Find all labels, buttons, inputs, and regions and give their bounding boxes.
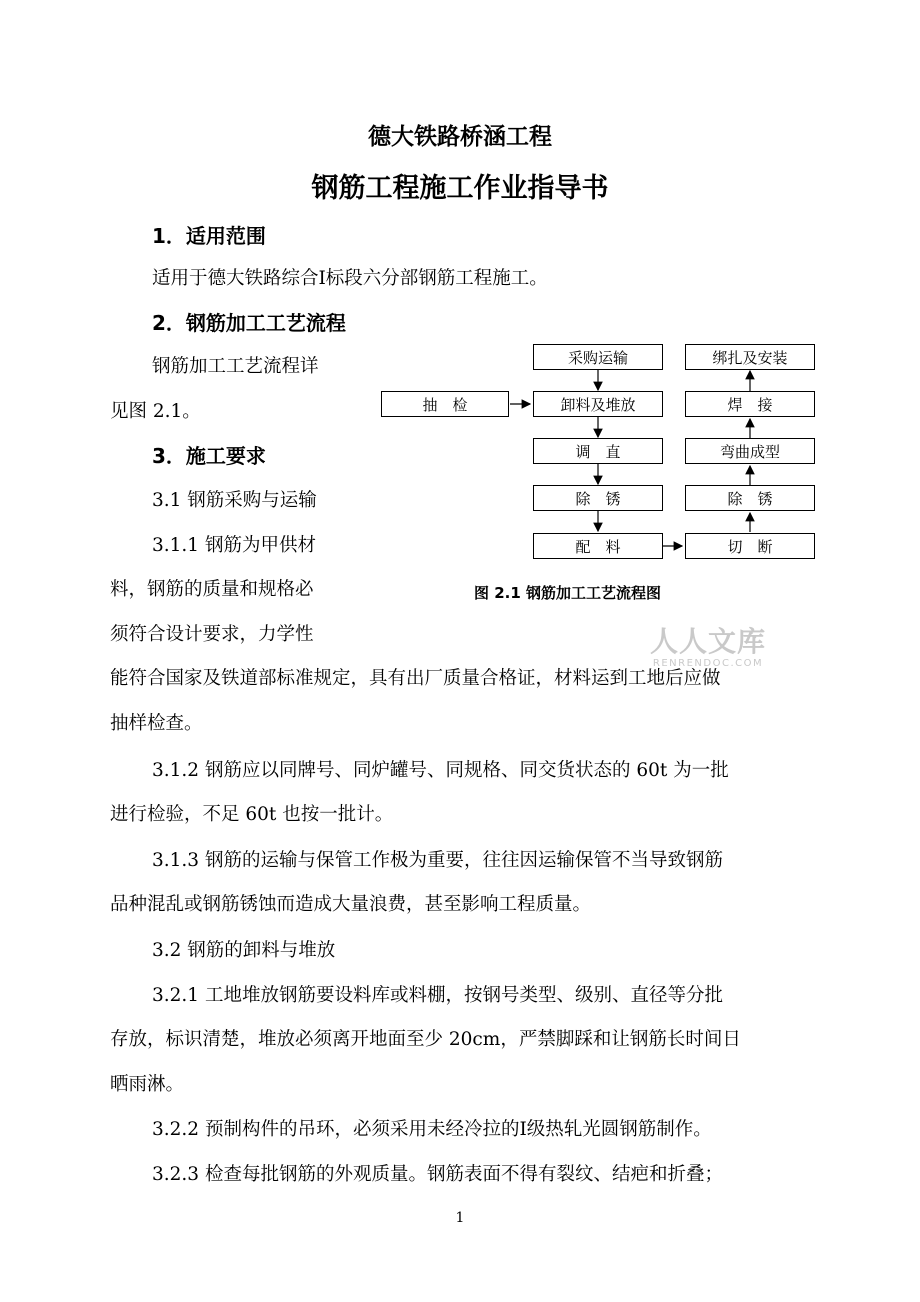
section-3-1-heading: 3.1 钢筋采购与运输 xyxy=(152,490,317,511)
flow-box-batching: 配 料 xyxy=(533,533,663,559)
para-3-1-1-line5: 抽样检查。 xyxy=(110,713,203,734)
flow-box-straighten: 调 直 xyxy=(533,438,663,464)
section-3-2-heading: 3.2 钢筋的卸料与堆放 xyxy=(152,940,336,961)
para-3-2-1-line3: 晒雨淋。 xyxy=(110,1074,185,1095)
flow-box-binding-install: 绑扎及安装 xyxy=(685,344,815,370)
flow-box-unload-stack: 卸料及堆放 xyxy=(533,391,663,417)
watermark-en: RENRENDOC.COM xyxy=(652,658,764,669)
section-2-text-b: 见图 2.1。 xyxy=(110,401,201,422)
para-3-1-1-line4: 能符合国家及铁道部标准规定，具有出厂质量合格证，材料运到工地后应做 xyxy=(110,668,721,689)
document-subtitle: 钢筋工程施工作业指导书 xyxy=(311,173,609,204)
flow-box-welding: 焊 接 xyxy=(685,391,815,417)
section-3-heading: 3．施工要求 xyxy=(152,444,266,468)
para-3-1-2-line1: 3.1.2 钢筋应以同牌号、同炉罐号、同规格、同交货状态的 60t 为一批 xyxy=(152,760,729,781)
para-3-2-3-line1: 3.2.3 检查每批钢筋的外观质量。钢筋表面不得有裂纹、结疤和折叠； xyxy=(152,1164,723,1185)
flow-box-purchase-transport: 采购运输 xyxy=(533,344,663,370)
para-3-2-1-line1: 3.2.1 工地堆放钢筋要设料库或料棚，按钢号类型、级别、直径等分批 xyxy=(152,985,723,1006)
watermark xyxy=(650,620,766,669)
para-3-1-3-line1: 3.1.3 钢筋的运输与保管工作极为重要，往往因运输保管不当导致钢筋 xyxy=(152,850,723,871)
section-1-text: 适用于德大铁路综合Ⅰ标段六分部钢筋工程施工。 xyxy=(152,268,548,289)
section-2-text-a: 钢筋加工工艺流程详 xyxy=(152,356,319,377)
para-3-2-2-line1: 3.2.2 预制构件的吊环，必须采用未经冷拉的Ⅰ级热轧光圆钢筋制作。 xyxy=(152,1119,712,1140)
para-3-1-1-line1: 3.1.1 钢筋为甲供材 xyxy=(152,535,316,556)
document-title: 德大铁路桥涵工程 xyxy=(368,124,552,150)
para-3-1-1-line3: 须符合设计要求，力学性 xyxy=(110,624,314,645)
flow-box-derust-right: 除 锈 xyxy=(685,485,815,511)
flow-box-bending: 弯曲成型 xyxy=(685,438,815,464)
flow-box-cutting: 切 断 xyxy=(685,533,815,559)
figure-caption: 图 2.1 钢筋加工工艺流程图 xyxy=(474,584,662,602)
flow-box-sampling: 抽 检 xyxy=(381,391,509,417)
section-1-heading: 1．适用范围 xyxy=(152,224,266,248)
para-3-2-1-line2: 存放，标识清楚，堆放必须离开地面至少 20cm，严禁脚踩和让钢筋长时间日 xyxy=(110,1029,741,1050)
para-3-1-3-line2: 品种混乱或钢筋锈蚀而造成大量浪费，甚至影响工程质量。 xyxy=(110,894,592,915)
para-3-1-1-line2: 料，钢筋的质量和规格必 xyxy=(110,579,314,600)
flow-box-derust-left: 除 锈 xyxy=(533,485,663,511)
watermark-cn: 人人文库 xyxy=(650,625,767,658)
page-number: 1 xyxy=(455,1210,465,1226)
para-3-1-2-line2: 进行检验，不足 60t 也按一批计。 xyxy=(110,804,394,825)
section-2-heading: 2．钢筋加工工艺流程 xyxy=(152,311,346,335)
